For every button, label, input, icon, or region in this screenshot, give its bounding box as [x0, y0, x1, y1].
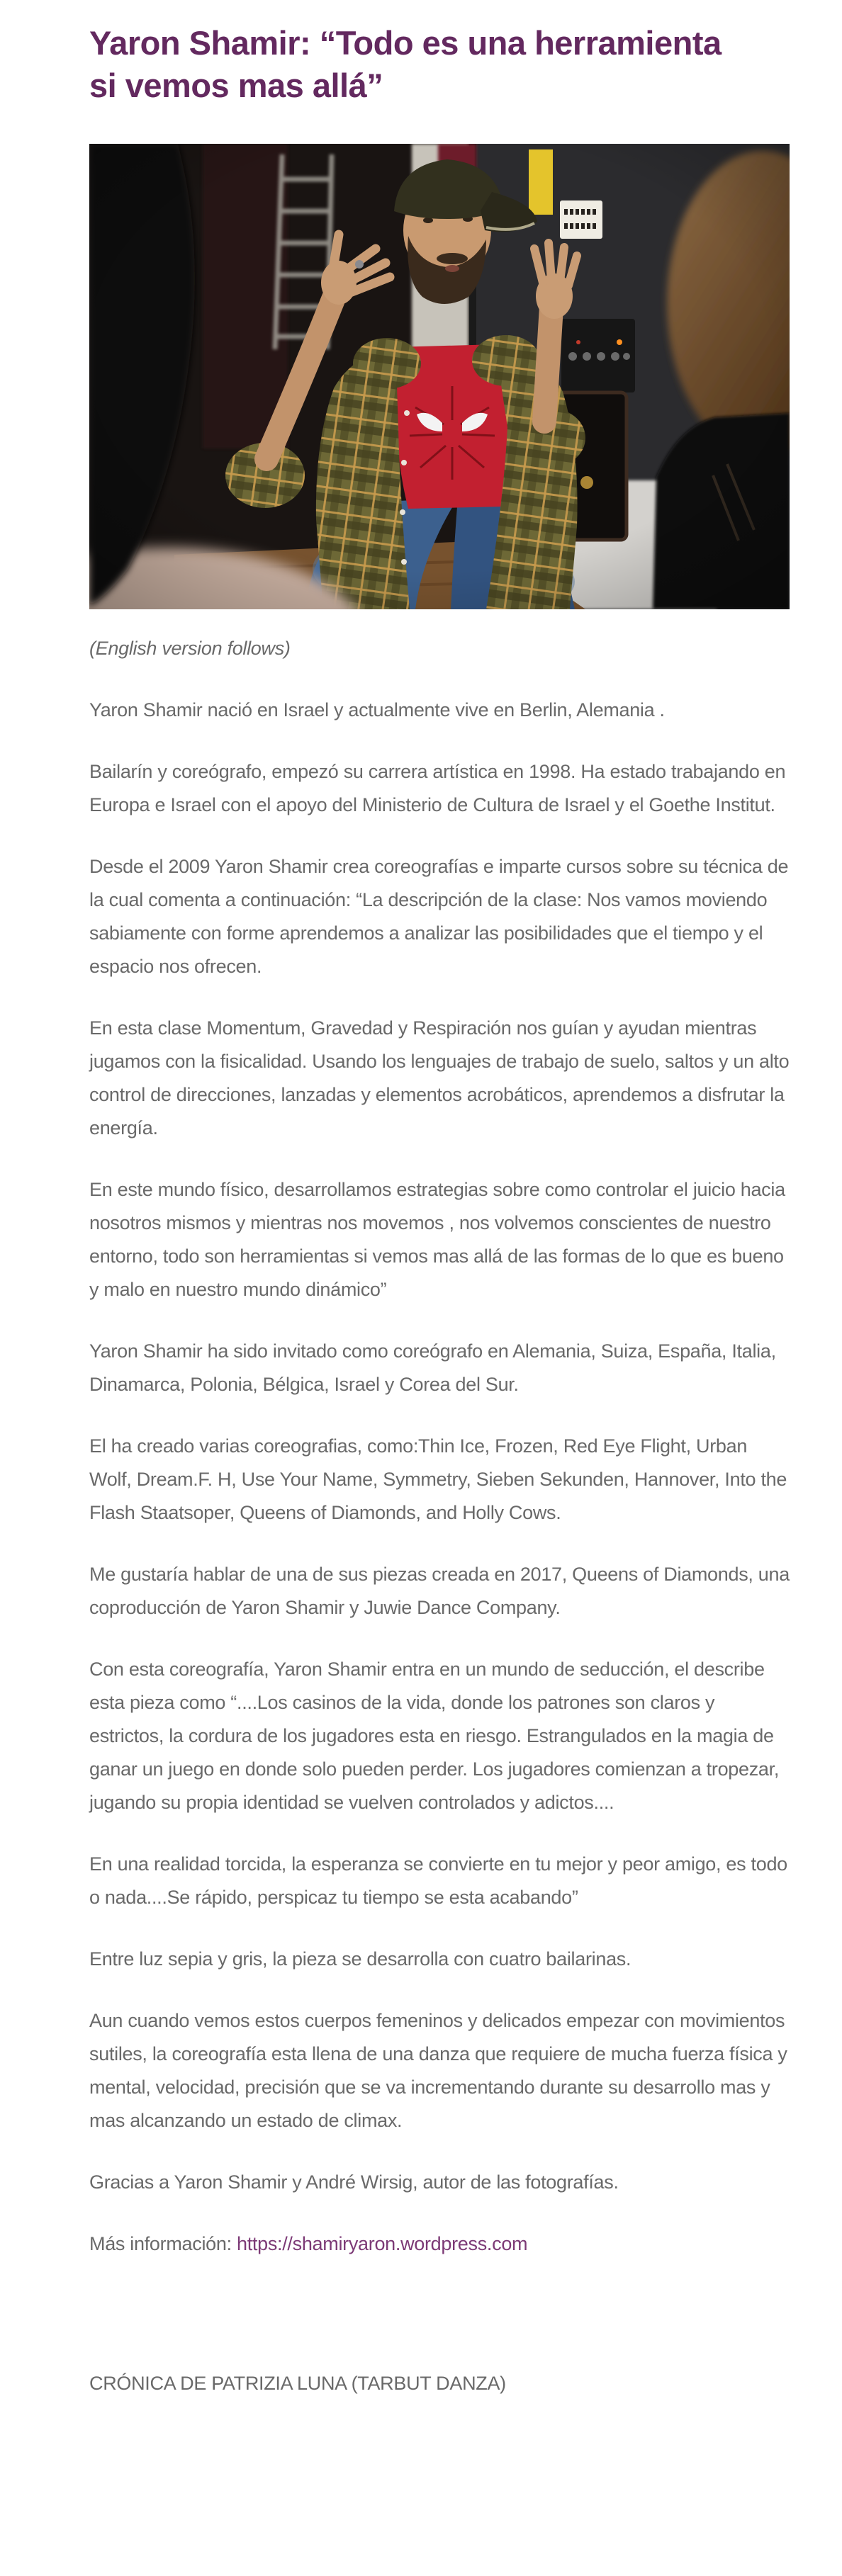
article-byline: CRÓNICA DE PATRIZIA LUNA (TARBUT DANZA)	[89, 2373, 506, 2394]
article-page	[89, 0, 790, 2443]
article-paragraph: En esta clase Momentum, Gravedad y Respiración nos guían y ayudan mientras jugamos con la fisicalidad. Usando los lenguajes de trabajo de suelo, saltos y un alto control de direcciones, lanzadas y elementos acrobáticos, aprendemos a disfrutar la energía.	[89, 1017, 790, 1139]
article-paragraph: Aun cuando vemos estos cuerpos femeninos y delicados empezar con movimientos sutiles, la coreografía esta llena de una danza que requiere de mucha fuerza física y mental, velocidad, precisión que se va incrementando durante su desarrollo mas y mas alcanzando un estado de climax.	[89, 2010, 787, 2131]
photo-illustration	[89, 144, 790, 609]
page-title	[89, 0, 790, 107]
article-paragraph: Me gustaría hablar de una de sus piezas creada en 2017, Queens of Diamonds, una coproducción de Yaron Shamir y Juwie Dance Company.	[89, 1564, 790, 1618]
photo-caption: (English version follows)	[89, 638, 291, 659]
page-title-line-2: si vemos mas allá”	[89, 67, 383, 104]
wordpress-link[interactable]: https://shamiryaron.wordpress.com	[236, 2233, 528, 2254]
more-info-paragraph	[89, 2227, 790, 2261]
article-paragraph: Yaron Shamir nació en Israel y actualmente vive en Berlin, Alemania .	[89, 699, 665, 721]
more-info-label: Más información:	[89, 2233, 237, 2254]
page-title-line-1: Yaron Shamir: “Todo es una herramienta	[89, 24, 722, 62]
article-paragraph: El ha creado varias coreografias, como:Thin Ice, Frozen, Red Eye Flight, Urban Wolf, Dream.F. H, Use Your Name, Symmetry, Sieben Sekunden, Hannover, Into the Flash Staatsoper, Queens of Diamonds, and Holly Cows.	[89, 1435, 787, 1523]
article-paragraph: En este mundo físico, desarrollamos estrategias sobre como controlar el juicio hacia nosotros mismos y mientras nos movemos , nos volvemos conscientes de nuestro entorno, todo son herramientas si vemos mas allá de las formas de lo que es bueno y malo en nuestro mundo dinámico”	[89, 1179, 785, 1300]
article-photo	[89, 144, 790, 609]
article-paragraph: En una realidad torcida, la esperanza se convierte en tu mejor y peor amigo, es todo o nada....Se rápido, perspicaz tu tiempo se esta acabando”	[89, 1853, 787, 1908]
article-paragraph: Yaron Shamir ha sido invitado como coreógrafo en Alemania, Suiza, España, Italia, Dinamarca, Polonia, Bélgica, Israel y Corea del Sur.	[89, 1340, 776, 1395]
article-paragraph: Desde el 2009 Yaron Shamir crea coreografías e imparte cursos sobre su técnica de la cual comenta a continuación: “La descripción de la clase: Nos vamos moviendo sabiamente con forme aprendemos a analizar las posibilidades que el tiempo y el espacio nos ofrecen.	[89, 856, 789, 977]
article-paragraph: Gracias a Yaron Shamir y André Wirsig, autor de las fotografías.	[89, 2171, 619, 2193]
article-paragraph: Bailarín y coreógrafo, empezó su carrera artística en 1998. Ha estado trabajando en Europa e Israel con el apoyo del Ministerio de Cultura de Israel y el Goethe Institut.	[89, 761, 786, 815]
article-paragraph: Con esta coreografía, Yaron Shamir entra en un mundo de seducción, el describe esta pieza como “....Los casinos de la vida, donde los patrones son claros y estrictos, la cordura de los jugadores esta en riesgo. Estrangulados en la magia de ganar un juego en donde solo pueden perder. Los jugadores comienzan a tropezar, jugando su propia identidad se vuelven controlados y adictos....	[89, 1659, 780, 1813]
article-paragraph: Entre luz sepia y gris, la pieza se desarrolla con cuatro bailarinas.	[89, 1948, 632, 1970]
